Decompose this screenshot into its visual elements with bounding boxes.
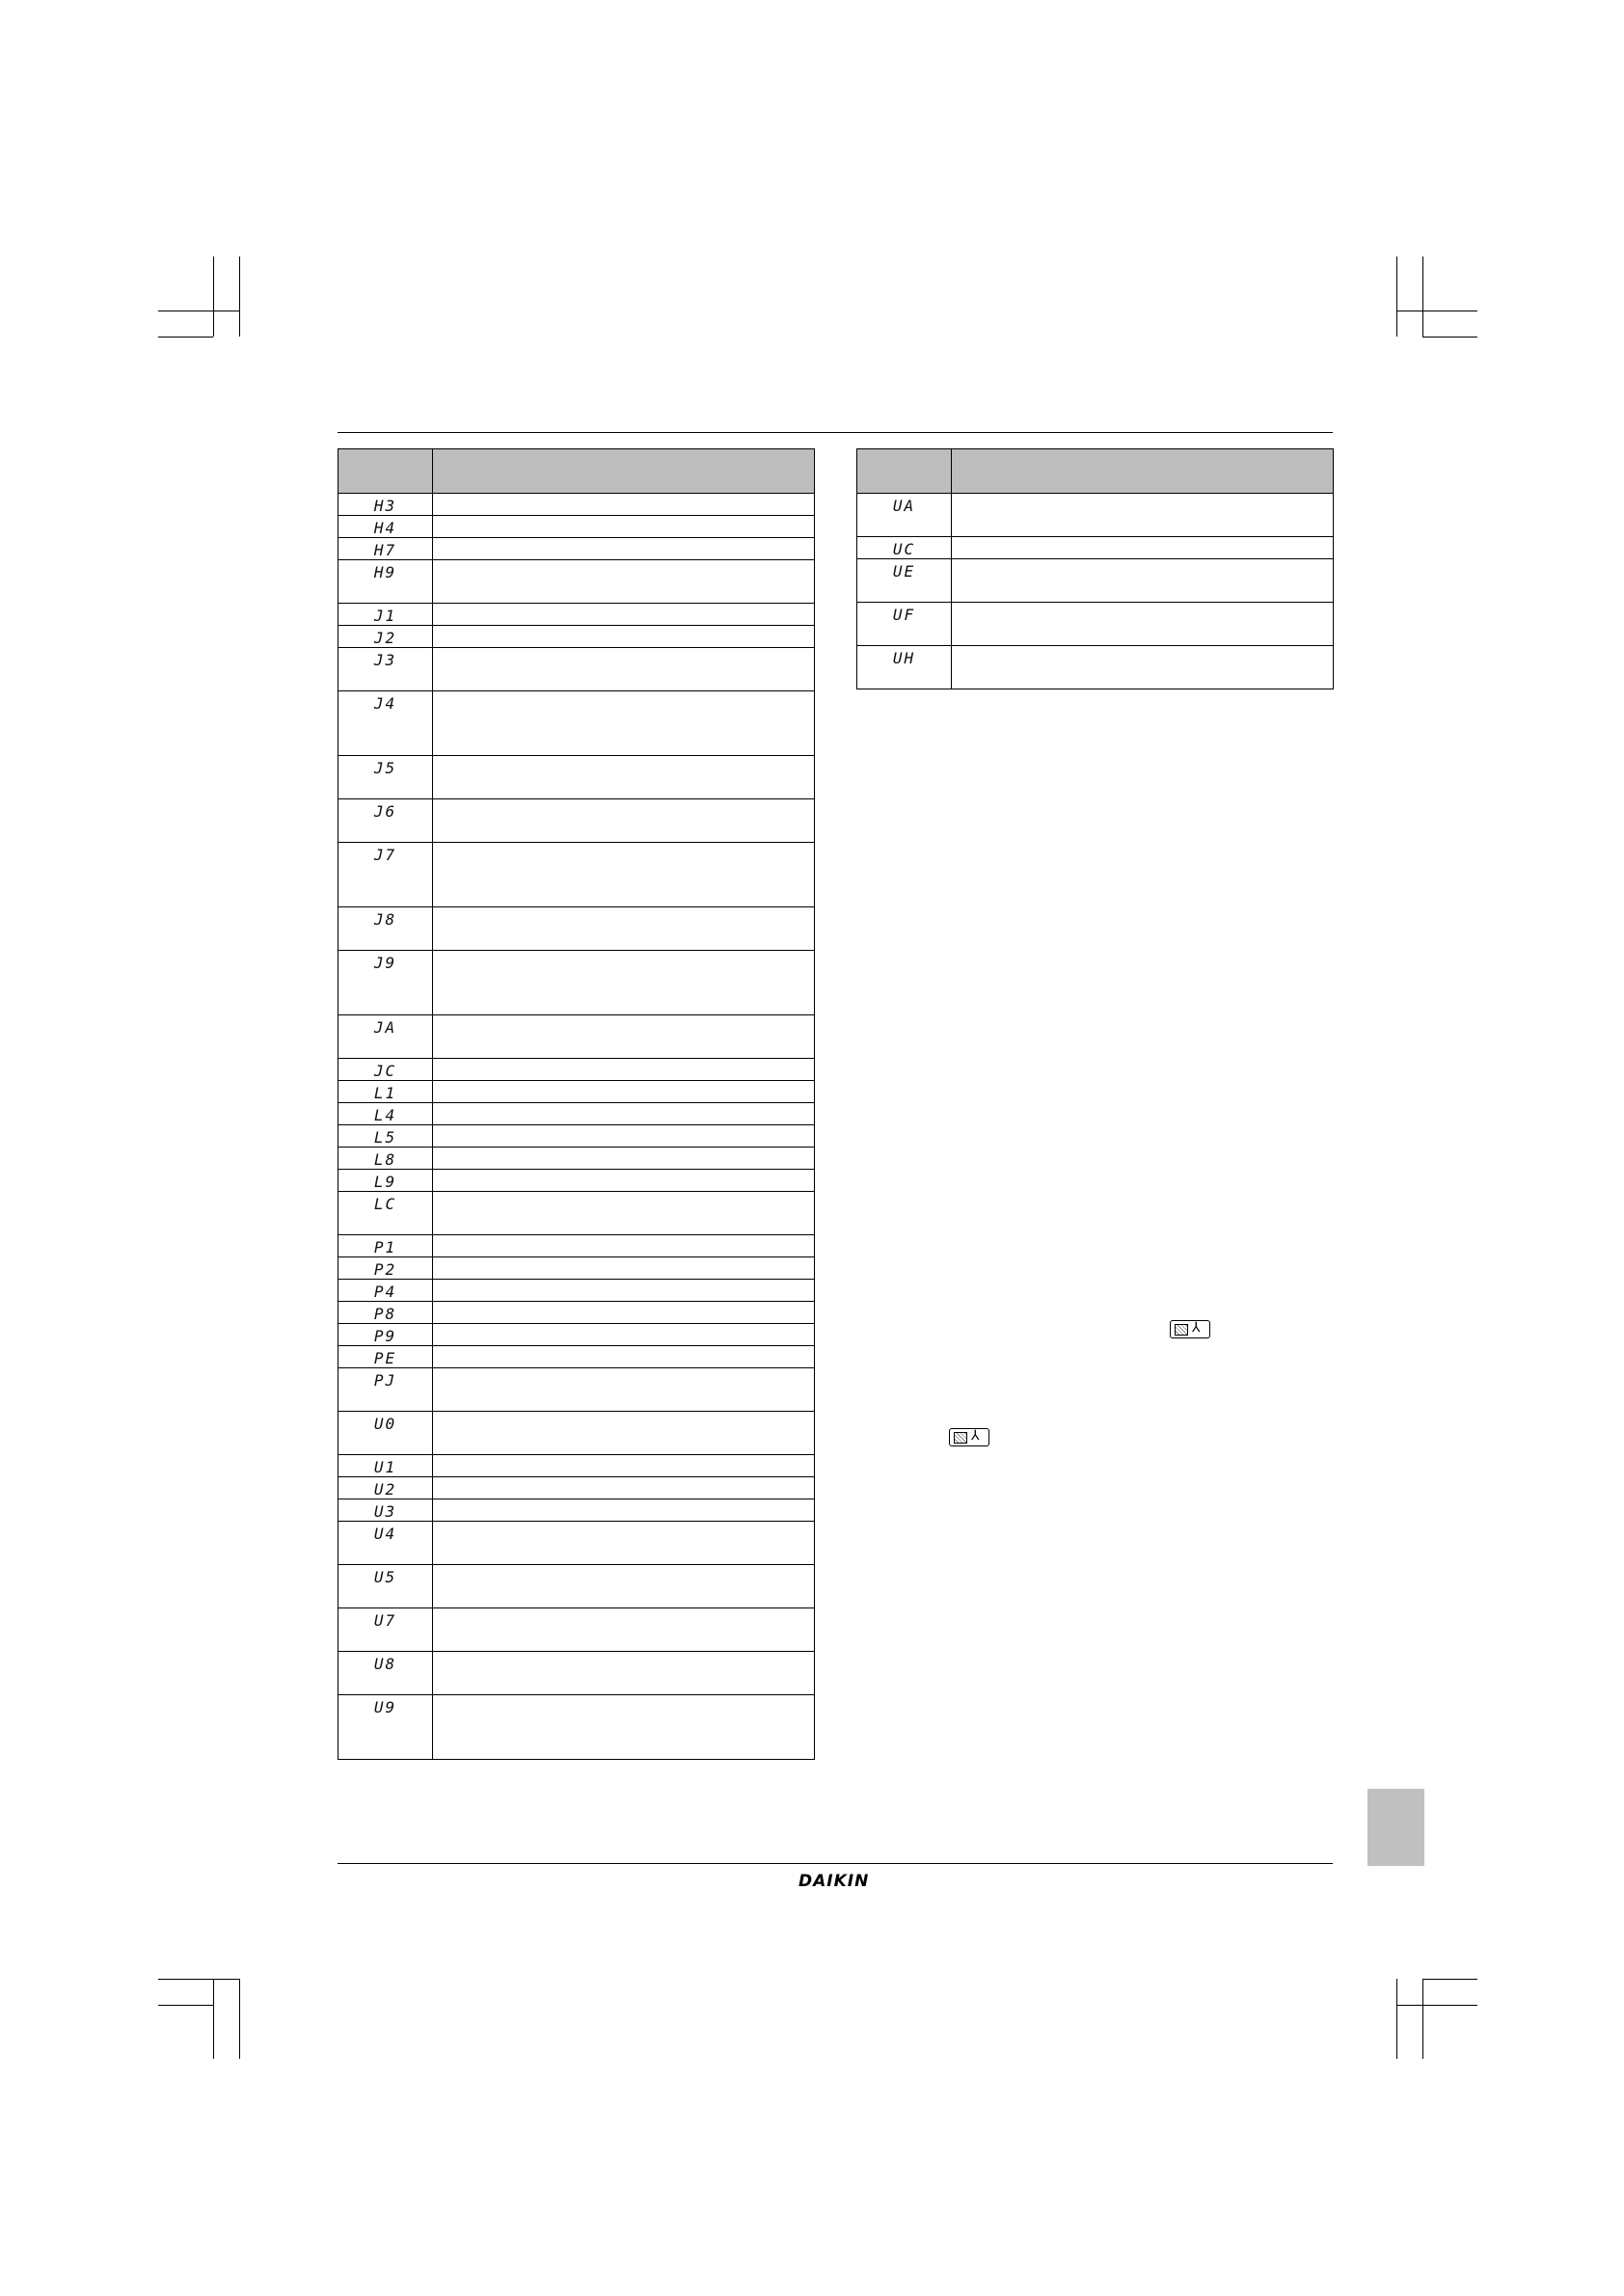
table-row: [338, 516, 815, 538]
table-row: [338, 843, 815, 907]
description-cell: [433, 1499, 815, 1522]
remote-controller-fan-icon: [1170, 1320, 1210, 1338]
description-cell: [952, 646, 1334, 689]
description-cell: [433, 1148, 815, 1170]
error-code-cell: U5: [338, 1565, 433, 1608]
error-code-cell: H9: [338, 560, 433, 604]
error-code-cell: LC: [338, 1192, 433, 1235]
error-code-cell: P4: [338, 1280, 433, 1302]
error-code-cell: J2: [338, 626, 433, 648]
description-cell: [952, 537, 1334, 559]
table-row: [338, 1170, 815, 1192]
description-cell: [433, 1192, 815, 1235]
error-code-cell: U9: [338, 1695, 433, 1760]
table-row: [338, 1412, 815, 1455]
error-code-cell: H7: [338, 538, 433, 560]
error-code-cell: L8: [338, 1148, 433, 1170]
table-row: [338, 1257, 815, 1280]
table-row: [338, 799, 815, 843]
table-row: [338, 1302, 815, 1324]
error-code-cell: J8: [338, 907, 433, 951]
table-row: [338, 1695, 815, 1760]
crop-mark: [1396, 1979, 1397, 2059]
crop-mark: [213, 1979, 214, 2059]
error-code-cell: JC: [338, 1059, 433, 1081]
error-code-cell: L1: [338, 1081, 433, 1103]
error-code-cell: P1: [338, 1235, 433, 1257]
table-row: [338, 1280, 815, 1302]
description-cell: [433, 1652, 815, 1695]
error-code-cell: P8: [338, 1302, 433, 1324]
table-row: [338, 951, 815, 1015]
error-code-cell: L9: [338, 1170, 433, 1192]
error-code-cell: UF: [857, 603, 952, 646]
table-row: [338, 1235, 815, 1257]
description-cell: [433, 799, 815, 843]
crop-mark: [158, 2005, 213, 2006]
description-cell: [433, 1565, 815, 1608]
table-row: [338, 1608, 815, 1652]
error-code-cell: U3: [338, 1499, 433, 1522]
crop-mark: [1396, 2005, 1477, 2006]
error-code-cell: H4: [338, 516, 433, 538]
error-code-cell: P2: [338, 1257, 433, 1280]
error-code-cell: UA: [857, 494, 952, 537]
crop-mark: [239, 1979, 240, 2059]
error-code-cell: PJ: [338, 1368, 433, 1412]
table-header-row: [857, 449, 1334, 494]
description-cell: [433, 1695, 815, 1760]
crop-mark: [239, 257, 240, 337]
error-code-cell: J4: [338, 691, 433, 756]
description-column-header: [952, 449, 1334, 494]
fan-icon: ⅄: [1192, 1320, 1201, 1336]
table-row: [338, 1455, 815, 1477]
crop-mark: [158, 337, 213, 338]
description-cell: [433, 1280, 815, 1302]
remote-controller-fan-icon: [949, 1428, 989, 1446]
table-row: [338, 1324, 815, 1346]
code-column-header: [857, 449, 952, 494]
crop-mark: [1422, 337, 1477, 338]
description-cell: [433, 843, 815, 907]
table-row: [338, 538, 815, 560]
error-code-table-left: [338, 448, 815, 1760]
description-cell: [433, 1125, 815, 1148]
description-cell: [433, 1081, 815, 1103]
error-code-cell: J5: [338, 756, 433, 799]
error-code-cell: JA: [338, 1015, 433, 1059]
error-code-cell: U2: [338, 1477, 433, 1499]
description-cell: [433, 648, 815, 691]
description-cell: [433, 604, 815, 626]
error-code-cell: UE: [857, 559, 952, 603]
description-cell: [952, 494, 1334, 537]
table-body: [338, 494, 815, 1760]
description-cell: [433, 1455, 815, 1477]
table-row: [338, 1522, 815, 1565]
error-code-cell: UC: [857, 537, 952, 559]
description-cell: [433, 1302, 815, 1324]
description-cell: [433, 1368, 815, 1412]
table-row: [338, 1499, 815, 1522]
description-cell: [433, 1257, 815, 1280]
table-row: [338, 1081, 815, 1103]
table-row: [338, 1368, 815, 1412]
table-row: [338, 1059, 815, 1081]
section-tab: [1367, 1789, 1424, 1866]
error-code-table-right: [856, 448, 1334, 689]
description-cell: [433, 1412, 815, 1455]
table-row: [338, 756, 815, 799]
crop-mark: [1422, 1979, 1423, 2059]
description-cell: [433, 1324, 815, 1346]
table-row: [338, 1125, 815, 1148]
table-row: [857, 559, 1334, 603]
code-column-header: [338, 449, 433, 494]
table-row: [338, 1103, 815, 1125]
description-cell: [433, 1346, 815, 1368]
description-cell: [433, 1522, 815, 1565]
table-row: [338, 626, 815, 648]
description-cell: [433, 756, 815, 799]
description-cell: [952, 559, 1334, 603]
daikin-logo: DAIKIN: [798, 1872, 870, 1891]
description-cell: [433, 1608, 815, 1652]
error-code-cell: P9: [338, 1324, 433, 1346]
table-row: [338, 604, 815, 626]
table-row: [338, 1346, 815, 1368]
table-row: [338, 1477, 815, 1499]
description-cell: [433, 538, 815, 560]
table-row: [338, 691, 815, 756]
footer-rule: [338, 1863, 1333, 1864]
description-cell: [433, 494, 815, 516]
table-row: [338, 1652, 815, 1695]
table-row: [338, 560, 815, 604]
description-cell: [433, 691, 815, 756]
table-body: [857, 494, 1334, 689]
crop-mark: [213, 257, 214, 337]
error-code-cell: L5: [338, 1125, 433, 1148]
table-row: [338, 1192, 815, 1235]
error-code-cell: J3: [338, 648, 433, 691]
table-row: [857, 603, 1334, 646]
description-cell: [433, 516, 815, 538]
fan-icon: ⅄: [971, 1428, 980, 1444]
error-code-cell: U4: [338, 1522, 433, 1565]
description-cell: [433, 1103, 815, 1125]
table-row: [338, 1015, 815, 1059]
error-code-cell: U1: [338, 1455, 433, 1477]
table-row: [857, 494, 1334, 537]
table-row: [338, 1565, 815, 1608]
crop-mark: [158, 1979, 239, 1980]
crop-mark: [1422, 1979, 1477, 1980]
controller-box-icon: [1175, 1324, 1188, 1336]
error-code-cell: L4: [338, 1103, 433, 1125]
table-row: [338, 494, 815, 516]
error-code-cell: J6: [338, 799, 433, 843]
description-cell: [433, 1059, 815, 1081]
error-code-cell: J1: [338, 604, 433, 626]
description-cell: [952, 603, 1334, 646]
description-cell: [433, 1477, 815, 1499]
description-cell: [433, 951, 815, 1015]
table-row: [857, 537, 1334, 559]
table-row: [338, 1148, 815, 1170]
table-header-row: [338, 449, 815, 494]
description-column-header: [433, 449, 815, 494]
description-cell: [433, 1170, 815, 1192]
error-code-cell: J7: [338, 843, 433, 907]
error-code-cell: U0: [338, 1412, 433, 1455]
header-rule: [338, 432, 1333, 433]
error-code-cell: H3: [338, 494, 433, 516]
crop-mark: [1396, 257, 1397, 337]
error-code-cell: PE: [338, 1346, 433, 1368]
error-code-cell: U7: [338, 1608, 433, 1652]
description-cell: [433, 907, 815, 951]
description-cell: [433, 626, 815, 648]
description-cell: [433, 1015, 815, 1059]
description-cell: [433, 560, 815, 604]
error-code-cell: UH: [857, 646, 952, 689]
description-cell: [433, 1235, 815, 1257]
table-row: [338, 648, 815, 691]
table-row: [338, 907, 815, 951]
error-code-cell: J9: [338, 951, 433, 1015]
controller-box-icon: [954, 1432, 967, 1444]
error-code-cell: U8: [338, 1652, 433, 1695]
crop-mark: [1422, 257, 1423, 337]
table-row: [857, 646, 1334, 689]
